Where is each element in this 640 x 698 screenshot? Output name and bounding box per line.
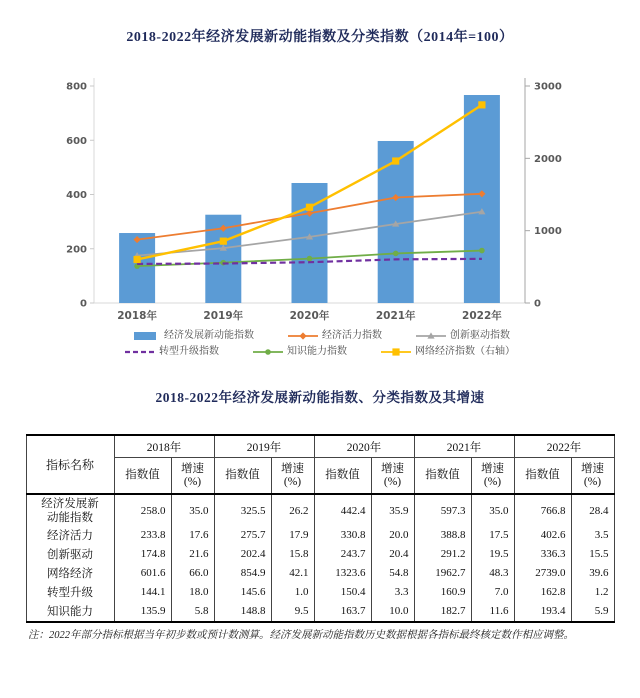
value-cell: 330.8 (314, 526, 371, 545)
growth-cell: 3.5 (571, 526, 614, 545)
value-cell: 601.6 (114, 564, 171, 583)
legend-item-5 (381, 344, 515, 360)
sub-header-growth: 增速 (%) (571, 458, 614, 495)
growth-cell: 48.3 (471, 564, 514, 583)
sub-header-growth: 增速 (%) (271, 458, 314, 495)
value-cell: 174.8 (114, 545, 171, 564)
legend-label: 转型升级指数 (159, 346, 219, 357)
legend-label: 知识能力指数 (287, 346, 347, 357)
right-axis-tick-label: 1000 (534, 226, 562, 238)
value-cell: 442.4 (314, 494, 371, 526)
legend-item-2 (416, 328, 510, 344)
index-table (26, 434, 615, 623)
sub-header-index-value: 指数值 (314, 458, 371, 495)
x-axis-category-label: 2021年 (375, 310, 416, 322)
year-header: 2022年 (514, 435, 614, 458)
sub-header-index-value: 指数值 (514, 458, 571, 495)
bar-2022年 (464, 95, 500, 303)
value-cell: 336.3 (514, 545, 571, 564)
table-corner-header: 指标名称 (26, 435, 114, 494)
sub-header-growth: 增速 (%) (471, 458, 514, 495)
table-row (26, 602, 614, 622)
legend-swatch-icon (253, 346, 283, 358)
legend-swatch-icon (130, 330, 160, 342)
value-cell: 144.1 (114, 583, 171, 602)
growth-cell: 17.6 (171, 526, 214, 545)
value-cell: 150.4 (314, 583, 371, 602)
year-header: 2020年 (314, 435, 414, 458)
value-cell: 1323.6 (314, 564, 371, 583)
legend-item-3 (125, 344, 219, 360)
marker-网络经济指数（右轴） (134, 256, 141, 263)
marker-知识能力指数 (393, 251, 399, 257)
value-cell: 163.7 (314, 602, 371, 622)
x-axis-category-label: 2018年 (117, 310, 157, 322)
chart-svg (64, 72, 576, 330)
value-cell: 148.8 (214, 602, 271, 622)
sub-header-growth: 增速 (%) (171, 458, 214, 495)
value-cell: 291.2 (414, 545, 471, 564)
value-cell: 854.9 (214, 564, 271, 583)
value-cell: 182.7 (414, 602, 471, 622)
left-axis-tick-label: 0 (80, 298, 87, 310)
value-cell: 145.6 (214, 583, 271, 602)
growth-cell: 28.4 (571, 494, 614, 526)
table-footnote: 注：2022年部分指标根据当年初步数或预计数测算。经济发展新动能指数历史数据根据各指标最终核定数作相应调整。 (28, 630, 574, 641)
growth-cell: 3.3 (371, 583, 414, 602)
growth-cell: 9.5 (271, 602, 314, 622)
growth-cell: 17.9 (271, 526, 314, 545)
x-axis-category-label: 2020年 (289, 310, 330, 322)
legend-marker (299, 332, 306, 339)
page-root (0, 26, 640, 698)
legend-row (130, 328, 510, 344)
value-cell: 1962.7 (414, 564, 471, 583)
value-cell: 135.9 (114, 602, 171, 622)
left-axis-tick-label: 400 (66, 190, 87, 201)
growth-cell: 18.0 (171, 583, 214, 602)
marker-网络经济指数（右轴） (306, 204, 313, 211)
legend-marker (265, 349, 271, 355)
growth-cell: 21.6 (171, 545, 214, 564)
growth-cell: 35.0 (171, 494, 214, 526)
value-cell: 243.7 (314, 545, 371, 564)
growth-cell: 17.5 (471, 526, 514, 545)
value-cell: 597.3 (414, 494, 471, 526)
sub-header-growth: 增速 (%) (371, 458, 414, 495)
growth-cell: 1.2 (571, 583, 614, 602)
value-cell: 2739.0 (514, 564, 571, 583)
value-cell: 160.9 (414, 583, 471, 602)
growth-cell: 35.0 (471, 494, 514, 526)
table-title: 2018-2022年经济发展新动能指数、分类指数及其增速 (155, 390, 485, 405)
row-label: 网络经济 (26, 564, 114, 583)
marker-网络经济指数（右轴） (220, 238, 227, 245)
growth-cell: 7.0 (471, 583, 514, 602)
year-header: 2021年 (414, 435, 514, 458)
marker-网络经济指数（右轴） (392, 157, 399, 164)
legend-row (125, 344, 515, 360)
row-label: 创新驱动 (26, 545, 114, 564)
legend-bar-swatch (134, 332, 156, 340)
left-axis-tick-label: 200 (66, 244, 87, 256)
marker-网络经济指数（右轴） (478, 101, 485, 108)
legend-item-0 (130, 328, 254, 344)
row-label: 经济发展新动能指数 (26, 494, 114, 526)
right-axis-tick-label: 3000 (534, 81, 562, 93)
value-cell: 766.8 (514, 494, 571, 526)
right-axis-tick-label: 2000 (534, 153, 562, 165)
growth-cell: 5.9 (571, 602, 614, 622)
x-axis-category-label: 2019年 (203, 310, 244, 322)
legend-swatch-icon (125, 346, 155, 358)
growth-cell: 19.5 (471, 545, 514, 564)
year-header: 2018年 (114, 435, 214, 458)
table-row (26, 545, 614, 564)
growth-cell: 5.8 (171, 602, 214, 622)
sub-header-index-value: 指数值 (214, 458, 271, 495)
chart-title: 2018-2022年经济发展新动能指数及分类指数（2014年=100） (126, 30, 514, 45)
sub-header-index-value: 指数值 (414, 458, 471, 495)
growth-cell: 35.9 (371, 494, 414, 526)
sub-header-index-value: 指数值 (114, 458, 171, 495)
row-label: 经济活力 (26, 526, 114, 545)
right-axis-tick-label: 0 (534, 298, 541, 310)
legend-label: 经济活力指数 (322, 330, 382, 341)
legend-label: 经济发展新动能指数 (164, 330, 254, 341)
year-header: 2019年 (214, 435, 314, 458)
legend-swatch-icon (381, 346, 411, 358)
growth-cell: 11.6 (471, 602, 514, 622)
row-label: 知识能力 (26, 602, 114, 622)
left-axis-tick-label: 600 (66, 135, 87, 147)
table-row (26, 564, 614, 583)
x-axis-category-label: 2022年 (462, 310, 502, 322)
value-cell: 233.8 (114, 526, 171, 545)
marker-知识能力指数 (479, 248, 485, 254)
chart-legend (0, 328, 640, 360)
legend-swatch-icon (288, 330, 318, 342)
legend-label: 网络经济指数（右轴） (415, 346, 515, 357)
table-row (26, 494, 614, 526)
value-cell: 162.8 (514, 583, 571, 602)
value-cell: 193.4 (514, 602, 571, 622)
value-cell: 325.5 (214, 494, 271, 526)
table-row (26, 526, 614, 545)
left-axis-tick-label: 800 (66, 81, 87, 93)
value-cell: 202.4 (214, 545, 271, 564)
growth-cell: 39.6 (571, 564, 614, 583)
table-row (26, 583, 614, 602)
marker-知识能力指数 (307, 256, 313, 262)
growth-cell: 1.0 (271, 583, 314, 602)
value-cell: 402.6 (514, 526, 571, 545)
growth-cell: 15.8 (271, 545, 314, 564)
growth-cell: 26.2 (271, 494, 314, 526)
growth-cell: 15.5 (571, 545, 614, 564)
legend-marker (392, 348, 399, 355)
growth-cell: 42.1 (271, 564, 314, 583)
value-cell: 275.7 (214, 526, 271, 545)
row-label: 转型升级 (26, 583, 114, 602)
value-cell: 388.8 (414, 526, 471, 545)
growth-cell: 54.8 (371, 564, 414, 583)
legend-label: 创新驱动指数 (450, 330, 510, 341)
growth-cell: 20.0 (371, 526, 414, 545)
legend-item-4 (253, 344, 347, 360)
growth-cell: 66.0 (171, 564, 214, 583)
growth-cell: 10.0 (371, 602, 414, 622)
legend-item-1 (288, 328, 382, 344)
value-cell: 258.0 (114, 494, 171, 526)
legend-swatch-icon (416, 330, 446, 342)
growth-cell: 20.4 (371, 545, 414, 564)
